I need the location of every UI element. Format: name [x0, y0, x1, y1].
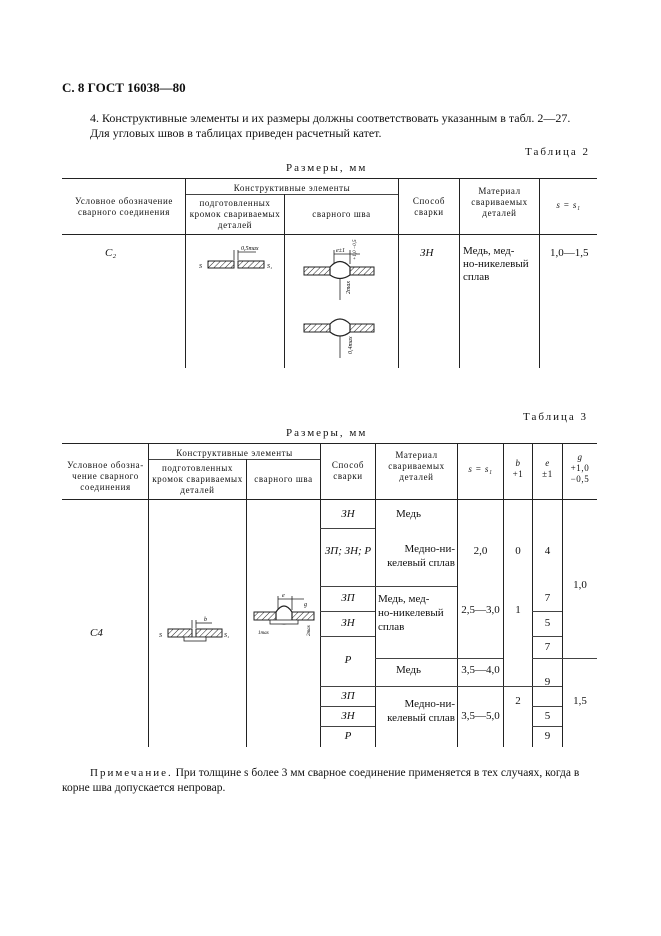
- svg-text:b: b: [204, 617, 207, 623]
- t2-head-seam: сварного шва: [312, 209, 371, 219]
- t2-head-constructive: Конструктивные элементы: [233, 183, 351, 193]
- t3-method-2: ЗП; ЗН; Р: [324, 545, 372, 557]
- t3-head-material: Материал свариваемых деталей: [388, 450, 445, 482]
- t3-designation: C4: [90, 627, 103, 639]
- t3-head-constructive: Конструктивные элементы: [176, 448, 293, 458]
- t2-s-value: 1,0—1,5: [550, 247, 589, 259]
- t2-head-s: s = s₁: [556, 200, 581, 210]
- t3-method-1: ЗН: [341, 508, 355, 520]
- t3-material-mixed: Медь, мед- но-никелевый сплав: [378, 593, 444, 633]
- t3-b-2: 1: [515, 604, 521, 616]
- note-line-1: Примечание. При толщине s более 3 мм сварное соединение применяется в тех случаях, когда в: [90, 767, 580, 779]
- t3-material-copper-1: Медь: [396, 508, 421, 520]
- note-line-2: корне шва допускается непровар.: [62, 782, 226, 794]
- t3-head-b: b +1: [512, 458, 524, 479]
- t3-s-1: 2,0: [473, 545, 488, 557]
- svg-text:S₁: S₁: [224, 633, 230, 639]
- t3-seam-drawing: [252, 590, 320, 646]
- t2-material: Медь, мед- но-никелевый сплав: [463, 245, 529, 283]
- t3-s-2: 2,5—3,0: [461, 604, 500, 616]
- t3-edges-drawing: [156, 612, 244, 652]
- t2-seam-drawing-bottom: [300, 312, 380, 362]
- t3-b-3: 2: [515, 695, 521, 707]
- t3-head-g: g +1,0 −0,5: [570, 452, 590, 484]
- t3-head-s: s = s₁: [468, 464, 493, 474]
- t3-e-5: 9: [544, 676, 551, 688]
- svg-text:+1,0 −0,5: +1,0 −0,5: [353, 239, 358, 260]
- svg-text:S: S: [199, 264, 202, 270]
- t2-designation: C₂: [105, 247, 117, 259]
- t3-method-7: ЗН: [341, 710, 355, 722]
- svg-text:S₁: S₁: [267, 264, 273, 270]
- svg-text:g: g: [304, 602, 307, 608]
- t3-head-method: Способ сварки: [331, 460, 365, 481]
- intro-line-2: Для угловых швов в таблицах приведен расчетный катет.: [90, 126, 382, 140]
- t3-head-seam: сварного шва: [254, 474, 313, 484]
- svg-text:S: S: [159, 633, 162, 639]
- table2-caption: Размеры, мм: [286, 162, 368, 174]
- svg-text:e±1: e±1: [336, 248, 345, 254]
- t3-e-2: 7: [544, 592, 551, 604]
- t3-material-alloy-1: Медно-ни- келевый сплав: [387, 543, 455, 569]
- t3-e-4: 7: [544, 641, 551, 653]
- t3-head-designation: Условное обозна- чение сварного соединения: [67, 460, 144, 492]
- t3-s-4: 3,5—5,0: [461, 710, 500, 722]
- t3-g-2: 1,5: [573, 695, 587, 707]
- t3-method-4: ЗН: [341, 617, 355, 629]
- t3-e-3: 5: [544, 617, 551, 629]
- page-header: С. 8 ГОСТ 16038—80: [62, 80, 186, 95]
- t2-seam-drawing-top: [300, 239, 380, 304]
- table3-caption: Размеры, мм: [286, 427, 368, 439]
- t2-head-designation: Условное обозначение сварного соединения: [75, 196, 173, 217]
- svg-text:e: e: [282, 593, 285, 599]
- t3-head-edges: подготовленных кромок свариваемых деталей: [152, 463, 243, 495]
- svg-text:0,5max: 0,5max: [241, 246, 259, 252]
- svg-text:1max: 1max: [258, 631, 269, 636]
- intro-line-1: 4. Конструктивные элементы и их размеры должны соответствовать указанным в табл. 2—27.: [90, 111, 571, 125]
- t3-s-3: 3,5—4,0: [461, 664, 500, 676]
- t2-head-method: Способ сварки: [412, 196, 446, 217]
- t2-head-edges: подготовленных кромок свариваемых деталей: [189, 198, 281, 230]
- t3-material-alloy-2: Медно-ни- келевый сплав: [387, 698, 455, 724]
- t3-method-8: Р: [344, 730, 352, 742]
- table2-label: Таблица 2: [525, 146, 591, 158]
- t3-material-copper-2: Медь: [396, 664, 421, 676]
- t3-method-6: ЗП: [341, 690, 355, 702]
- t3-e-6: 5: [544, 710, 551, 722]
- t3-b-1: 0: [515, 545, 521, 557]
- t2-edges-drawing: [196, 240, 278, 280]
- table3-label: Таблица 3: [523, 411, 589, 423]
- t3-e-7: 9: [544, 730, 551, 742]
- t3-head-e: e ±1: [542, 458, 553, 479]
- t2-method: ЗН: [420, 247, 434, 259]
- t3-method-3: ЗП: [341, 592, 355, 604]
- t2-head-material: Материал свариваемых деталей: [471, 186, 528, 218]
- t3-g-1: 1,0: [573, 579, 587, 591]
- svg-text:2max: 2max: [346, 281, 352, 294]
- svg-text:0,4max: 0,4max: [348, 336, 354, 354]
- t3-e-1: 4: [544, 545, 551, 557]
- svg-text:2max: 2max: [307, 625, 312, 636]
- t3-method-5: Р: [344, 654, 352, 666]
